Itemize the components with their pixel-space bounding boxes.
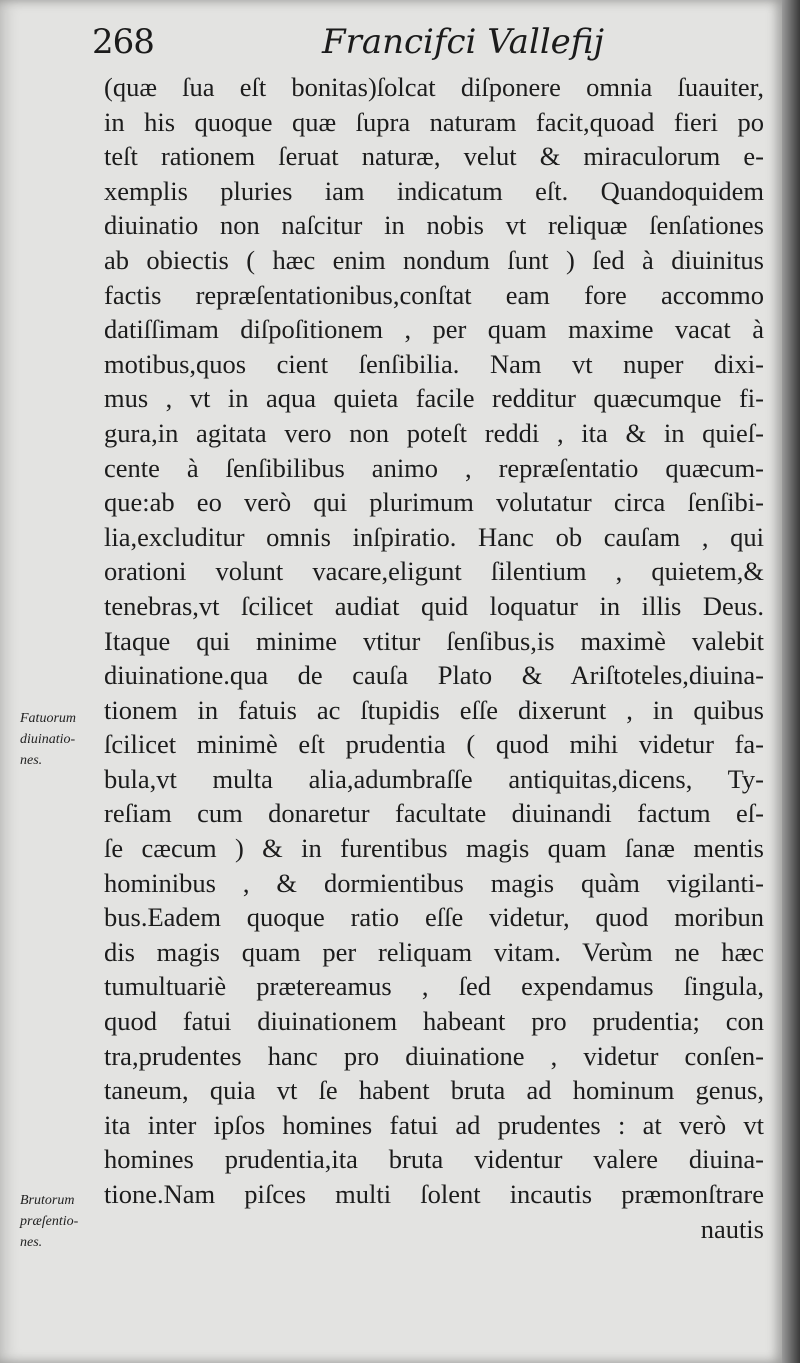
text-line: xemplis pluries iam indicatum eſt. Quandoquidem [104,175,764,206]
text-line: hominibus , & dormientibus magis quàm vigilanti- [104,867,764,898]
marginal-note [20,708,76,771]
text-line: diuinatio non naſcitur in nobis vt reliquæ ſenſationes [104,210,764,241]
text-line: ſcilicet minimè eſt prudentia ( quod mihi videtur fa- [104,729,764,760]
text-line: datiſſimam diſpoſitionem , per quam maxime vacat à [104,314,764,345]
text-line: lia,excluditur omnis inſpiratio. Hanc ob cauſam , qui [104,521,764,552]
text-line: tra,prudentes hanc pro diuinatione , videtur conſen- [104,1040,764,1071]
marginal-note-line: Fatuorum [20,711,76,726]
marginal-note-line: diuinatio- [20,732,76,747]
text-line: dis magis quam per reliquam vitam. Verùm ne hæc [104,936,764,967]
text-line: bula,vt multa alia,adumbraſſe antiquitas,dicens, Ty- [104,763,764,794]
running-head: Francifci Vallefij [322,22,605,62]
text-line: tenebras,vt ſcilicet audiat quid loquatur in illis Deus. [104,590,764,621]
text-line: ita inter ipſos homines fatui ad prudentes : at verò vt [104,1109,764,1140]
marginal-note-line: Brutorum [20,1193,75,1208]
text-line: Itaque qui minime vtitur ſenſibus,is maximè valebit [104,625,764,656]
text-line: ſe cæcum ) & in furentibus magis quam ſanæ mentis [104,833,764,864]
text-line: gura,in agitata vero non poteſt reddi , ita & in quieſ- [104,417,764,448]
text-line: taneum, quia vt ſe habent bruta ad hominum genus, [104,1075,764,1106]
text-line: diuinatione.qua de cauſa Plato & Ariſtoteles,diuina- [104,660,764,691]
text-line: homines prudentia,ita bruta videntur valere diuina- [104,1144,764,1175]
text-line: mus , vt in aqua quieta facile redditur quæcumque fi- [104,383,764,414]
marginal-note-line: nes. [20,753,43,768]
text-line: in his quoque quæ ſupra naturam facit,quoad fieri po [104,106,764,137]
text-line: ab obiectis ( hæc enim nondum ſunt ) ſed à diuinitus [104,244,764,275]
text-line: que:ab eo verò qui plurimum volutatur circa ſenſibi- [104,487,764,518]
text-line: (quæ ſua eſt bonitas)ſolcat diſponere omnia ſuauiter, [104,72,764,102]
text-line: tumultuariè prætereamus , ſed expendamus ſingula, [104,971,764,1002]
marginal-note-line: præſentio- [20,1214,79,1229]
marginal-note-line: nes. [20,1235,43,1250]
text-line: teſt rationem ſeruat naturæ, velut & miraculorum e- [104,141,764,172]
text-line: motibus,quos cient ſenſibilia. Nam vt nuper dixi- [104,348,764,379]
page-number: 268 [92,22,154,62]
marginal-note [20,1190,78,1253]
text-line: quod fatui diuinationem habeant pro prudentia; con [104,1006,764,1037]
body-text [104,70,764,1246]
text-line: cente à ſenſibilibus animo , repræſentatio quæcum- [104,452,764,483]
text-line: tione.Nam piſces multi ſolent incautis præmonſtrare [104,1179,764,1209]
catchword: nautis [700,1213,764,1244]
text-line: bus.Eadem quoque ratio eſſe videtur, quod moribun [104,902,764,933]
text-line: orationi volunt vacare,eligunt ſilentium , quietem,& [104,556,764,587]
text-line: factis repræſentationibus,conſtat eam fore accommo [104,279,764,310]
page-edge [782,0,800,1363]
text-line: reſiam cum donaretur facultate diuinandi factum eſ- [104,798,764,829]
text-line: tionem in fatuis ac ſtupidis eſſe dixerunt , in quibus [104,694,764,725]
